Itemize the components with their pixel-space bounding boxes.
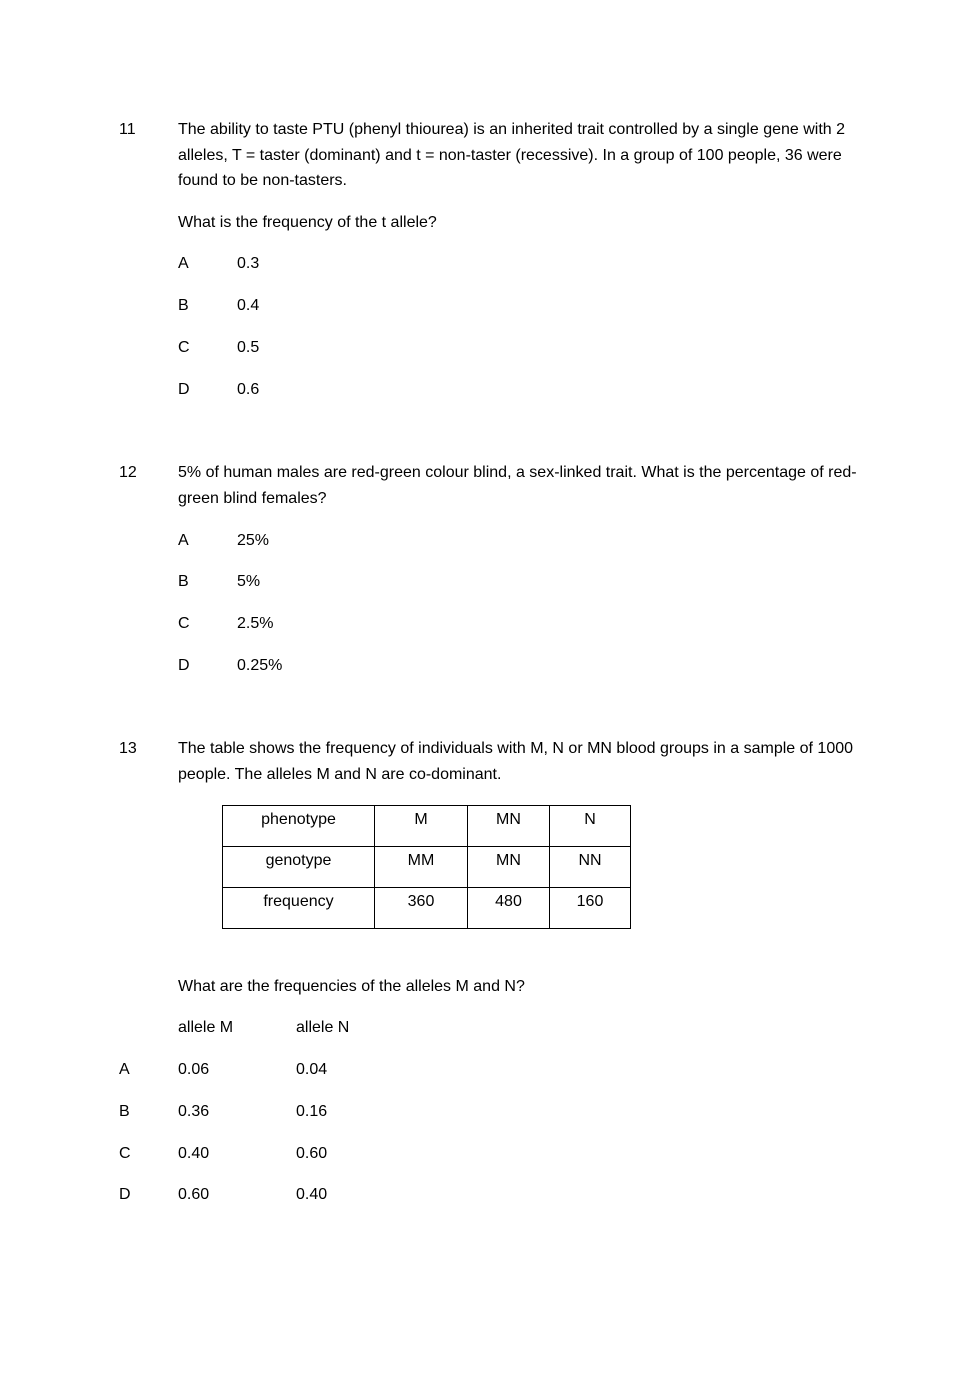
question-13-prompt: What are the frequencies of the alleles M and N? — [178, 978, 525, 995]
table-cell: MM — [375, 847, 468, 888]
option-value-11c: 0.5 — [237, 339, 260, 356]
option-value-12a: 25% — [237, 532, 270, 549]
option-letter-11c: C — [178, 339, 190, 356]
option-n-13a: 0.04 — [296, 1061, 328, 1078]
table-cell: N — [550, 806, 631, 847]
option-m-13b: 0.36 — [178, 1103, 210, 1120]
table-row — [223, 888, 631, 929]
option-letter-12d: D — [178, 657, 190, 674]
table-row — [223, 847, 631, 888]
option-value-11b: 0.4 — [237, 297, 260, 314]
question-13-stem: The table shows the frequency of individuals with M, N or MN blood groups in a sample of 1000 people. The alleles M and N are co-dominant. — [178, 740, 854, 783]
table-cell: genotype — [223, 847, 375, 888]
option-m-13a: 0.06 — [178, 1061, 210, 1078]
option-n-13b: 0.16 — [296, 1103, 328, 1120]
column-header-allele-m: allele M — [178, 1019, 234, 1036]
option-letter-13d: D — [119, 1186, 131, 1203]
option-letter-12b: B — [178, 573, 189, 590]
option-value-11d: 0.6 — [237, 381, 260, 398]
option-m-13d: 0.60 — [178, 1186, 210, 1203]
column-header-allele-n: allele N — [296, 1019, 350, 1036]
table-cell: 360 — [375, 888, 468, 929]
table-cell: phenotype — [223, 806, 375, 847]
table-cell: frequency — [223, 888, 375, 929]
option-letter-12c: C — [178, 615, 190, 632]
option-n-13d: 0.40 — [296, 1186, 328, 1203]
question-number-11: 11 — [119, 121, 136, 138]
table-cell: M — [375, 806, 468, 847]
option-letter-11a: A — [178, 255, 189, 272]
option-letter-13a: A — [119, 1061, 130, 1078]
option-letter-13b: B — [119, 1103, 130, 1120]
table-cell: MN — [468, 847, 550, 888]
blood-group-table — [222, 805, 631, 929]
option-value-12b: 5% — [237, 573, 261, 590]
option-m-13c: 0.40 — [178, 1145, 210, 1162]
question-number-12: 12 — [119, 464, 137, 481]
option-value-11a: 0.3 — [237, 255, 260, 272]
option-letter-13c: C — [119, 1145, 131, 1162]
question-number-13: 13 — [119, 740, 137, 757]
option-letter-11d: D — [178, 381, 190, 398]
option-value-12c: 2.5% — [237, 615, 274, 632]
table-row — [223, 806, 631, 847]
table-cell: MN — [468, 806, 550, 847]
question-11-stem: The ability to taste PTU (phenyl thiourea) is an inherited trait controlled by a single gene with 2 alleles, T = taster (dominant) and t = non-taster (recessive). In a group of 100 people, 36 were found to be non-tasters. — [178, 121, 846, 189]
table-cell: 160 — [550, 888, 631, 929]
table-cell: 480 — [468, 888, 550, 929]
question-12-stem: 5% of human males are red-green colour blind, a sex-linked trait. What is the percentage of red-green blind females? — [178, 464, 857, 507]
option-letter-11b: B — [178, 297, 189, 314]
option-letter-12a: A — [178, 532, 189, 549]
question-11-prompt: What is the frequency of the t allele? — [178, 214, 437, 231]
option-n-13c: 0.60 — [296, 1145, 328, 1162]
table-cell: NN — [550, 847, 631, 888]
option-value-12d: 0.25% — [237, 657, 283, 674]
